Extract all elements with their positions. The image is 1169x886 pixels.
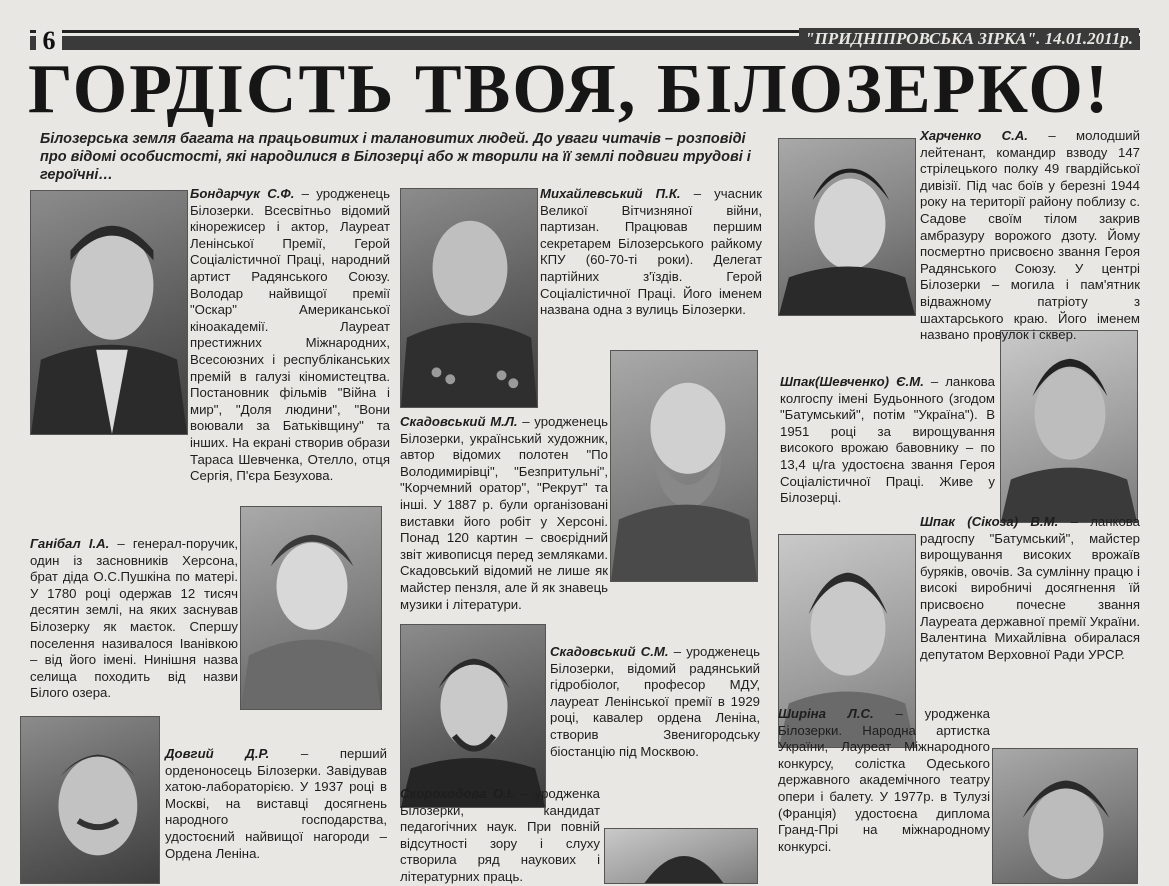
bio-name: Довгий Д.Р. [165, 746, 270, 761]
bio-name: Шпак (Сікоза) В.М. [920, 514, 1059, 529]
bio-text: – уродженка Білозерки, кандидат педагогічних наук. При повній відсутності зору і слуху створила ряд наукових і літературних праць. [400, 786, 600, 884]
portrait-bondarchuk [30, 190, 188, 435]
bio-name: Ширіна Л.С. [778, 706, 874, 721]
bio-shpak-sikoza [920, 514, 1140, 710]
bio-text: – ланкова колгоспу імені Будьонного (згодом "Батумський", потім "Україна"). В 1951 році за вирощування високого врожаю бавовнику – по 13,4 ц/га удостоєна звання Героя Соціалістичної Праці. Живе у Білозерці. [780, 374, 995, 506]
bio-name: Харченко С.А. [920, 128, 1028, 143]
bio-name: Бондарчук С.Ф. [190, 186, 295, 201]
bio-shpak-shevchenko [780, 374, 995, 514]
bio-hanibal [30, 536, 238, 722]
bio-text: – уродженець Білозерки. Всесвітньо відомий кінорежисер і актор, Лауреат Ленінської Премії, Герой Соціалістичної Праці, народний артист Радянського Союзу. Володар найвищої премії "Оскар" Американської кіноакадемії. Лауреат престижних Міжнародних, Всесоюзних і республіканських премій в галузі кіномистецтва. Постановник фільмів "Війна і мир", "Доля людини", "Вони воювали за Батьківщину" та інших. На екрані створив образи Тараса Шевченка, Отелло, отця Сергія, П'єра Безухова. [190, 186, 390, 484]
bio-name: Скадовський С.М. [550, 644, 669, 659]
bio-skadovskyi-ml [400, 414, 608, 644]
bio-shyrina [778, 706, 990, 884]
bio-bondarchuk [190, 186, 390, 484]
bio-kharchenko [920, 128, 1140, 378]
bio-skorokhodova [400, 786, 600, 884]
bio-text: – ланкова радгоспу "Батумський", майстер вирощування високих врожаїв буряків, овочів. За сумлінну працю і високі виробничі досягнення їй присвоєно почесне звання Лауреата державної премії України. Валентина Михайлівна обиралася депутатом Верховної Ради УРСР. [920, 514, 1140, 662]
bio-name: Шпак(Шевченко) Є.М. [780, 374, 924, 389]
bio-text: – генерал-поручик, один із засновників Херсона, брат діда О.С.Пушкіна по матері. У 1780 році одержав 12 тисяч десятин землі, на яких заснував Білозерку як маєток. Спершу поселення називалося Іванівкою – від його імені. Нинішня назва селища походить від назви Білого озера. [30, 536, 238, 701]
portrait-shyrina [992, 748, 1138, 884]
portrait-kharchenko [778, 138, 916, 316]
bio-text: – уродженка Білозерки. Народна артистка України, Лауреат Міжнародного конкурсу, солістка Одеського державного академічного театру опери і балету. У 1977р. в Тулузі (Франція) удостоєна диплома Гранд-Прі на міжнародному конкурсі. [778, 706, 990, 854]
bio-mykhailevskyi [540, 186, 762, 414]
bio-text: – уродженець Білозерки, відомий радянський гідробіолог, професор МДУ, лауреат Ленінської премії в 1929 році, кавалер ордена Леніна, створив Звенигородську біостанцію під Москвою. [550, 644, 760, 759]
intro-lead: Білозерська земля багата на працьовитих і талановитих людей. До уваги читачів – розповіді про відомі особистості, які народилися в Білозерці або ж творили на її землі подвиги трудові і героїчні… [40, 131, 751, 183]
portrait-skadovskyi-sm [400, 624, 546, 808]
bio-name: Михайлевський П.К. [540, 186, 681, 201]
portrait-mykhailevskyi [400, 188, 538, 408]
bio-dovhyi [165, 746, 387, 884]
bio-name: Скороходова О.І. [400, 786, 515, 801]
bio-skadovskyi-sm [550, 644, 760, 784]
portrait-skorokhodova [604, 828, 758, 884]
bio-text: – перший орденоносець Білозерки. Завідував хатою-лабораторією. У 1937 році в Москві, на виставці досягнень народного господарства, удостоєний найвищої нагороди – Ордена Леніна. [165, 746, 387, 861]
newspaper-title-date: "ПРИДНІПРОВСЬКА ЗІРКА". 14.01.2011р. [799, 28, 1139, 50]
bio-name: Ганібал І.А. [30, 536, 110, 551]
bio-text: – учасник Великої Вітчизняної війни, партизан. Працював першим секретарем Білозерського райкому КПУ (60-70-ті роки). Делегат партійних з'їздів. Герой Соціалістичної Праці. Його іменем названа одна з вулиць Білозерки. [540, 186, 762, 318]
page-number: 6 [36, 26, 62, 56]
bio-name: Скадовський М.Л. [400, 414, 518, 429]
portrait-dovhyi [20, 716, 160, 884]
portrait-hanibal [240, 506, 382, 710]
bio-text: – уродженець Білозерки, український художник, автор відомих полотен "По Володимирівці", "Безпритульні", "Корчемний оратор", "Рекрут" та інші. У 1887 р. були організовані виставки його робіт у Херсоні. Понад 120 картин – своєрідний звіт живописця перед земляками. Скадовський відомий не лише як майстер пензля, але й як знавець музики і літератури. [400, 414, 608, 612]
bio-text: – молодший лейтенант, командир взводу 147 стрілецького полку 49 гвардійської дивізії. Під час боїв у березні 1944 року на території району поблизу с. Садове своїм тілом закрив амбразуру ворожого дзоту. Йому посмертно присвоєно звання Героя Радянського Союзу. У центрі Білозерки – могила і пам'ятник відважному патріоту з шахтарського краю. Його іменем названо провулок і сквер. [920, 128, 1141, 343]
headline: ГОРДІСТЬ ТВОЯ, БІЛОЗЕРКО! [28, 51, 1111, 128]
